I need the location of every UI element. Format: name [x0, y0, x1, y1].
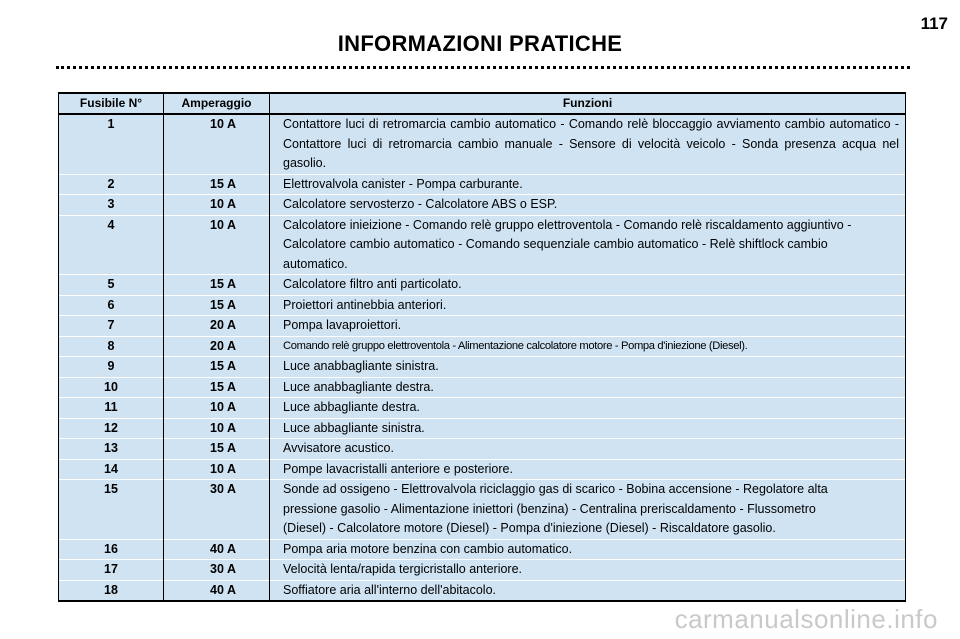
fuse-number: 5 — [59, 275, 164, 296]
page-number: 117 — [920, 14, 948, 33]
header-fuse-number: Fusibile N° — [59, 93, 164, 114]
header-functions: Funzioni — [270, 93, 906, 114]
fuse-number: 1 — [59, 114, 164, 174]
fuse-number: 12 — [59, 418, 164, 439]
fuse-amperage: 15 A — [164, 174, 270, 195]
fuse-amperage: 30 A — [164, 480, 270, 540]
table-row — [59, 580, 906, 601]
table-row — [59, 295, 906, 316]
table-row — [59, 215, 906, 275]
table-row — [59, 195, 906, 216]
fuse-functions: Pompe lavacristalli anteriore e posteriore. — [270, 459, 906, 480]
fuse-amperage: 15 A — [164, 295, 270, 316]
fuse-functions: Soffiatore aria all'interno dell'abitacolo. — [270, 580, 906, 601]
fuse-number: 4 — [59, 215, 164, 275]
fuse-number: 7 — [59, 316, 164, 337]
fuse-functions: Luce abbagliante destra. — [270, 398, 906, 419]
fuse-amperage: 40 A — [164, 580, 270, 601]
fuse-amperage: 10 A — [164, 418, 270, 439]
table-row — [59, 480, 906, 540]
fuse-number: 8 — [59, 336, 164, 357]
fuse-amperage: 10 A — [164, 215, 270, 275]
fuse-amperage: 10 A — [164, 398, 270, 419]
table-row — [59, 336, 906, 357]
fuse-functions: Calcolatore filtro anti particolato. — [270, 275, 906, 296]
fuse-number: 18 — [59, 580, 164, 601]
table-row — [59, 560, 906, 581]
fuse-number: 11 — [59, 398, 164, 419]
fuse-amperage: 15 A — [164, 275, 270, 296]
fuse-number: 16 — [59, 539, 164, 560]
fuse-number: 2 — [59, 174, 164, 195]
fuse-number: 9 — [59, 357, 164, 378]
watermark: carmanualsonline.info — [674, 604, 938, 634]
fuse-functions: Calcolatore servosterzo - Calcolatore ABS o ESP. — [270, 195, 906, 216]
fuse-functions: Velocità lenta/rapida tergicristallo anteriore. — [270, 560, 906, 581]
fuse-amperage: 20 A — [164, 316, 270, 337]
table-row — [59, 357, 906, 378]
fuse-functions: Sonde ad ossigeno - Elettrovalvola riciclaggio gas di scarico - Bobina accensione - Regolatore alta pressione gasolio - Alimentazione iniettori (benzina) - Centralina preriscaldamento - Flussometro (Diesel) - Calcolatore motore (Diesel) - Pompa d'iniezione (Diesel) - Riscaldatore gasolio. — [270, 480, 906, 540]
fuse-number: 10 — [59, 377, 164, 398]
fuse-functions: Contattore luci di retromarcia cambio automatico - Comando relè bloccaggio avviamento cambio automatico - Contattore luci di retromarcia cambio manuale - Sensore di velocità veicolo - Sonda presenza acqua nel gasolio. — [270, 114, 906, 174]
fuse-functions: Proiettori antinebbia anteriori. — [270, 295, 906, 316]
fuse-table — [58, 92, 906, 602]
header-amperage: Amperaggio — [164, 93, 270, 114]
table-row — [59, 316, 906, 337]
table-row — [59, 398, 906, 419]
fuse-number: 15 — [59, 480, 164, 540]
table-row — [59, 275, 906, 296]
table-row — [59, 114, 906, 174]
page-title: INFORMAZIONI PRATICHE — [337, 31, 623, 56]
fuse-amperage: 20 A — [164, 336, 270, 357]
fuse-amperage: 10 A — [164, 114, 270, 174]
fuse-number: 14 — [59, 459, 164, 480]
table-row — [59, 539, 906, 560]
table-row — [59, 418, 906, 439]
fuse-functions: Elettrovalvola canister - Pompa carburante. — [270, 174, 906, 195]
table-header-row — [59, 93, 906, 114]
fuse-functions: Calcolatore inieizione - Comando relè gruppo elettroventola - Comando relè riscaldamento aggiuntivo - Calcolatore cambio automatico - Comando sequenziale cambio automatico - Relè shiftlock cambio automatico. — [270, 215, 906, 275]
fuse-amperage: 30 A — [164, 560, 270, 581]
fuse-functions: Avvisatore acustico. — [270, 439, 906, 460]
fuse-number: 6 — [59, 295, 164, 316]
fuse-amperage: 10 A — [164, 459, 270, 480]
fuse-functions: Pompa aria motore benzina con cambio automatico. — [270, 539, 906, 560]
fuse-functions: Pompa lavaproiettori. — [270, 316, 906, 337]
table-row — [59, 439, 906, 460]
fuse-number: 13 — [59, 439, 164, 460]
table-row — [59, 459, 906, 480]
table-row — [59, 174, 906, 195]
fuse-amperage: 10 A — [164, 195, 270, 216]
fuse-amperage: 15 A — [164, 377, 270, 398]
fuse-amperage: 40 A — [164, 539, 270, 560]
title-divider — [56, 66, 910, 69]
fuse-functions: Comando relè gruppo elettroventola - Alimentazione calcolatore motore - Pompa d'iniezione (Diesel). — [270, 336, 906, 357]
fuse-number: 17 — [59, 560, 164, 581]
fuse-functions: Luce anabbagliante sinistra. — [270, 357, 906, 378]
fuse-amperage: 15 A — [164, 357, 270, 378]
table-row — [59, 377, 906, 398]
fuse-amperage: 15 A — [164, 439, 270, 460]
fuse-functions: Luce anabbagliante destra. — [270, 377, 906, 398]
fuse-number: 3 — [59, 195, 164, 216]
fuse-functions: Luce abbagliante sinistra. — [270, 418, 906, 439]
